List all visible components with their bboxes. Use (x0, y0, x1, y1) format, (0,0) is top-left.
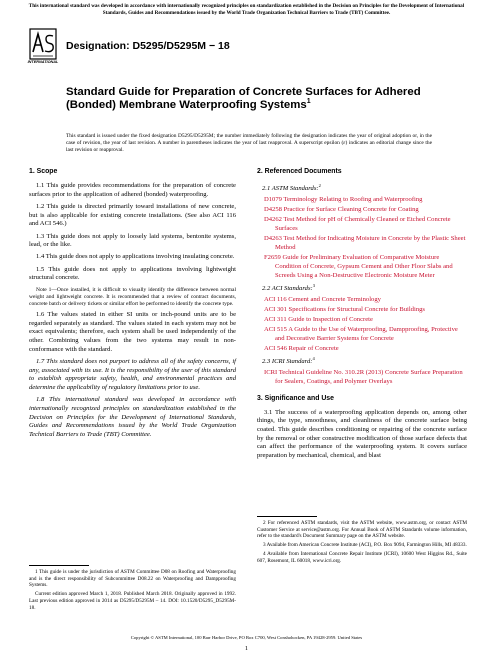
icri-label-text: 2.3 ICRI Standard: (262, 358, 313, 366)
para-1-6: 1.6 The values stated in either SI units or inch-pound units are to be regarded separately as standard. The values stated in each system may not be exact equivalents; therefore, each system shall be used independently of the other. Combining values from the two systems may result in non-conformance with the standard. (29, 311, 236, 353)
reference-code[interactable]: ICRI Technical Guideline No. 310.2R (2013) (264, 369, 384, 377)
reference-title[interactable]: Guide to Inspection of Concrete (286, 316, 373, 324)
astm-label-text: 2.1 ASTM Standards: (262, 185, 319, 193)
icri-reference-list (257, 369, 467, 386)
left-column (29, 167, 236, 443)
title-footnote-marker: 1 (306, 98, 311, 106)
footnote: 3 Available from American Concrete Institute (ACI), P.O. Box 9094, Farmington Hills, MI 48333. (263, 542, 467, 549)
aci-label-text: 2.2 ACI Standards: (262, 284, 313, 292)
reference-title[interactable]: Specifications for Structural Concrete for Buildings (286, 305, 425, 313)
astm-logo (29, 28, 57, 68)
reference-link[interactable] (257, 306, 467, 315)
copyright-footer: Copyright © ASTM International, 100 Barr Harbor Drive, PO Box C700, West Conshohocken, PA 19428-2959. United States (130, 635, 363, 640)
aci-reference-list (257, 296, 467, 354)
footnotes-right (257, 520, 467, 566)
reference-link[interactable] (257, 316, 467, 325)
title-text: Standard Guide for Preparation of Concrete Surfaces for Adhered (Bonded) Membrane Waterproofing Systems (66, 86, 421, 112)
reference-link[interactable] (257, 369, 467, 386)
document-title (66, 86, 426, 113)
footnote: Current edition approved March 1, 2018. Published March 2018. Originally approved in 1992. Last previous edition approved in 2014 as D5295/D5295M – 14. DOI: 10.1520/D5295_D5295M-18. (29, 591, 236, 611)
reference-link[interactable] (257, 296, 467, 305)
reference-link[interactable] (257, 326, 467, 343)
astm-reference-list (257, 196, 467, 280)
referenced-documents-heading: 2. Referenced Documents (257, 168, 342, 175)
astm-footnote-marker: 2 (318, 183, 321, 188)
reference-code[interactable]: ACI 515 (264, 326, 287, 334)
page-number: 1 (244, 645, 249, 652)
scope-heading: 1. Scope (29, 168, 58, 175)
reference-title[interactable]: Repair of Concrete (286, 345, 339, 353)
reference-title[interactable]: Test Method for Indicating Moisture in Concrete by the Plastic Sheet Method (275, 235, 466, 251)
reference-code[interactable]: D4258 (264, 206, 282, 214)
para-1-8: 1.8 This international standard was developed in accordance with internationally recognized principles on standardization established in the Decision on Principles for the Development of International Standards, Guides and Recommendations issued by the World Trade Organization Technical Barriers to Trade (TBT) Committee. (29, 396, 236, 439)
icri-footnote-marker: 4 (312, 356, 315, 362)
para-1-2: 1.2 This guide is directed primarily toward installations of new concrete, but is also applicable for existing concrete installations. (See also ACI 116 and ACI 546.) (29, 202, 236, 228)
note-1: Note 1—Once installed, it is difficult to visually identify the difference between normal weight and lightweight concrete. It is recommended that a review of contract documents, concrete batch or delivery tickets or similar effort be performed to identify the concrete type. (29, 286, 236, 307)
footnote: 4 Available from International Concrete Repair Institute (ICRI), 10600 West Higgins Rd., Suite 607, Rosemont, IL 60018, www.icri.org. (257, 550, 467, 564)
logo-caption: INTERNATIONAL (27, 60, 59, 64)
reference-code[interactable]: ACI 116 (264, 295, 287, 303)
reference-title[interactable]: Guide for Preliminary Evaluation of Comparative Moisture Condition of Concrete, Gypsum Cement and Other Floor Slabs and Screeds Using a Non-Destructive Electronic Moisture Meter (275, 254, 453, 279)
reference-code[interactable]: D1079 (264, 195, 282, 203)
reference-link[interactable] (257, 206, 467, 215)
footnote: 1 This guide is under the jurisdiction of ASTM Committee D08 on Roofing and Waterproofing and is the direct responsibility of Subcommittee D08.22 on Waterproofing and Dampproofing Systems. (29, 569, 236, 589)
para-1-1: 1.1 This guide provides recommendations for the preparation of concrete surfaces prior to the application of adhered (bonded) waterproofing. (29, 182, 236, 198)
reference-title[interactable]: A Guide to the Use of Waterproofing, Dampproofing, Protective and Decorative Barrier Systems for Concrete (275, 326, 458, 342)
issue-note: This standard is issued under the fixed designation D5295/D5295M; the number immediately following the designation indicates the year of original adoption or, in the case of revision, the year of last revision. A number in parentheses indicates the year of last reapproval. A superscript epsilon (ε) indicates an editorial change since the last revision or reapproval. (66, 133, 432, 153)
aci-standards-label (262, 282, 467, 294)
astm-standards-label (262, 182, 467, 194)
reference-code[interactable]: ACI 311 (264, 316, 287, 324)
reference-link[interactable] (257, 216, 467, 233)
reference-title[interactable]: Terminology Relating to Roofing and Waterproofing (281, 195, 423, 203)
wto-notice: This international standard was developed in accordance with internationally recognized principles on standardization established in the Decision on Principles for the Development of International Standards, Guides and Recommendations issued by the World Trade Organization Technical Barriers to Trade (TBT) Committee. (28, 3, 465, 16)
reference-code[interactable]: ACI 546 (264, 345, 287, 353)
reference-link[interactable] (257, 196, 467, 205)
reference-title[interactable]: Practice for Surface Cleaning Concrete for Coating (281, 206, 419, 214)
footnote: 2 For referenced ASTM standards, visit the ASTM website, www.astm.org, or contact ASTM Customer Service at service@astm.org. For Annual Book of ASTM Standards volume information, refer to the standard's Document Summary page on the ASTM website. (257, 520, 467, 540)
footnote-divider-right (257, 516, 317, 517)
reference-link[interactable] (257, 235, 467, 252)
reference-title[interactable]: Cement and Concrete Terminology (286, 295, 381, 303)
reference-code[interactable]: F2659 (264, 254, 281, 262)
footnotes-left (29, 569, 236, 613)
designation: Designation: D5295/D5295M − 18 (66, 40, 230, 52)
reference-title[interactable]: Test Method for pH of Chemically Cleaned or Etched Concrete Surfaces (275, 216, 451, 232)
aci-footnote-marker: 3 (312, 282, 315, 288)
right-column (257, 167, 467, 464)
icri-standard-label (262, 355, 467, 367)
para-1-5: 1.5 This guide does not apply to applications involving lightweight structural concrete. (29, 265, 236, 282)
reference-code[interactable]: ACI 301 (264, 305, 287, 313)
significance-heading: 3. Significance and Use (257, 394, 334, 402)
reference-link[interactable] (257, 345, 467, 354)
footnote-divider-left (29, 565, 89, 566)
reference-link[interactable] (257, 254, 467, 280)
para-1-7: 1.7 This standard does not purport to address all of the safety concerns, if any, associated with its use. It is the responsibility of the user of this standard to establish appropriate safety, health, and environmental practices and determine the applicability of regulatory limitations prior to use. (29, 358, 236, 392)
reference-code[interactable]: D4262 (264, 216, 282, 224)
para-3-1: 3.1 The success of a waterproofing application depends on, among other things, the type, smoothness, and cleanliness of the concrete surface being coated. This guide describes conditioning or repairing of the concrete surface by the removal or other constructive modification of those surface defects that can affect the performance of the waterproofing system. It covers surface preparation by mechanical, chemical, and blast (257, 408, 467, 460)
reference-code[interactable]: D4263 (264, 235, 282, 243)
para-1-3: 1.3 This guide does not apply to loosely laid systems, bentonite systems, lead, or the like. (29, 232, 236, 249)
para-1-4: 1.4 This guide does not apply to applications involving insulating concrete. (36, 253, 235, 261)
reference-title[interactable]: Concrete Surface Preparation for Sealers, Coatings, and Polymer Overlays (275, 369, 463, 385)
